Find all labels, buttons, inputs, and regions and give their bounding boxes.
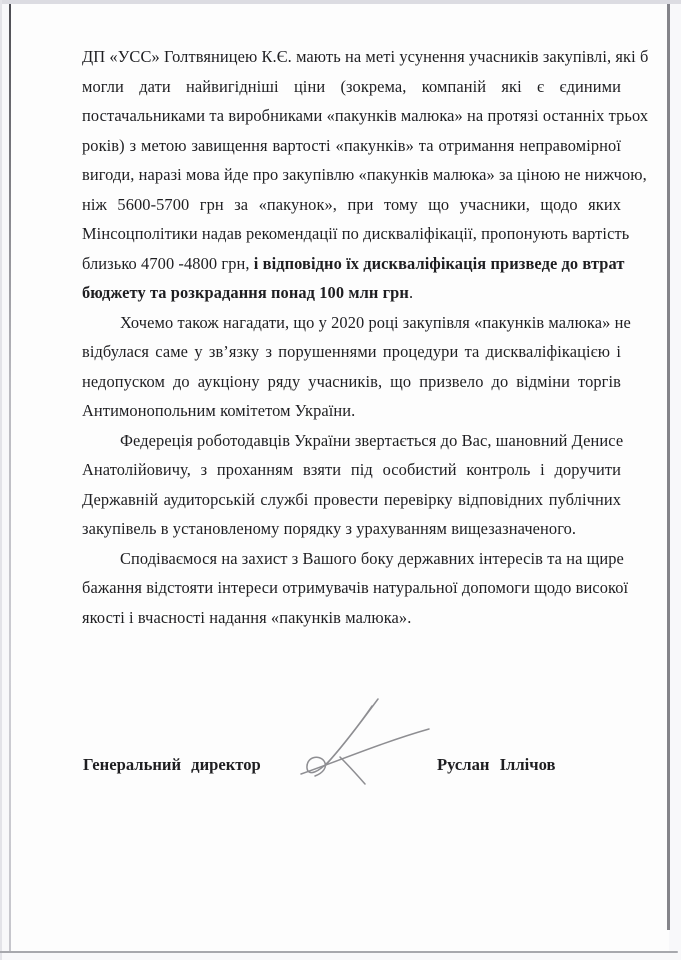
text-line: якості і вчасності надання «пакунків малюка». [82, 607, 412, 627]
text-line: ДП «УСС» Голтвяницею К.Є. мають на меті усунення учасників закупівлі, які б [82, 47, 649, 66]
text-line: Анатолійовичу, з проханням взяти під особистий контроль і доручити [82, 460, 621, 479]
letter-body [82, 42, 649, 632]
text-line: Державній аудиторській службі провести перевірку відповідних публічних [82, 489, 621, 509]
scan-edge-right [667, 4, 670, 930]
signoff-role: Генеральний директор [83, 755, 261, 774]
scan-edge-bottom [0, 951, 678, 953]
text-line: могли дати найвигідніші ціни (зокрема, компаній які є єдиними [82, 76, 621, 96]
signoff-name: Руслан Іллічов [437, 755, 556, 774]
text-line: Антимонопольним комітетом України. [82, 401, 356, 420]
letter-page [10, 4, 669, 952]
text-line: вигоди, наразі мова йде про закупівлю «пакунків малюка» за ціною не нижчою, [82, 165, 647, 184]
text-line: Сподіваємося на захист з Вашого боку державних інтересів та на щире [120, 548, 624, 568]
text-line: Мінсоцполітики надав рекомендації по дискваліфікації, пропонують вартість [82, 224, 630, 243]
scan-edge-outer-left [0, 0, 2, 960]
signature-scribble-icon [275, 684, 435, 794]
text-line: років) з метою завищення вартості «пакунків» та отримання неправомірної [82, 135, 621, 155]
text-line: відбулася саме у зв’язку з порушеннями процедури та дискваліфікацією і [82, 342, 621, 361]
text-line: постачальниками та виробниками «пакунків малюка» на протязі останніх трьох [82, 106, 649, 125]
text-line: недопуском до аукціону ряду учасників, що призвело до відміни торгів [82, 371, 621, 391]
scan-edge-left [9, 4, 11, 952]
text-line: ніж 5600-5700 грн за «пакунок», при тому що учасники, щодо яких [82, 194, 621, 214]
text-line: близько 4700 -4800 грн, і відповідно їх дискваліфікація призведе до втрат [82, 253, 625, 273]
text-line: бажання відстояти інтереси отримувачів натуральної допомоги щодо високої [82, 578, 629, 597]
text-line: бюджету та розкрадання понад 100 млн грн. [82, 283, 414, 302]
text-line: Федереція роботодавців України звертається до Вас, шановний Денисе [120, 430, 624, 450]
text-line: закупівель в установленому порядку з урахуванням вищезазначеного. [82, 519, 577, 538]
text-line: Хочемо також нагадати, що у 2020 році закупівля «пакунків малюка» не [120, 312, 631, 332]
